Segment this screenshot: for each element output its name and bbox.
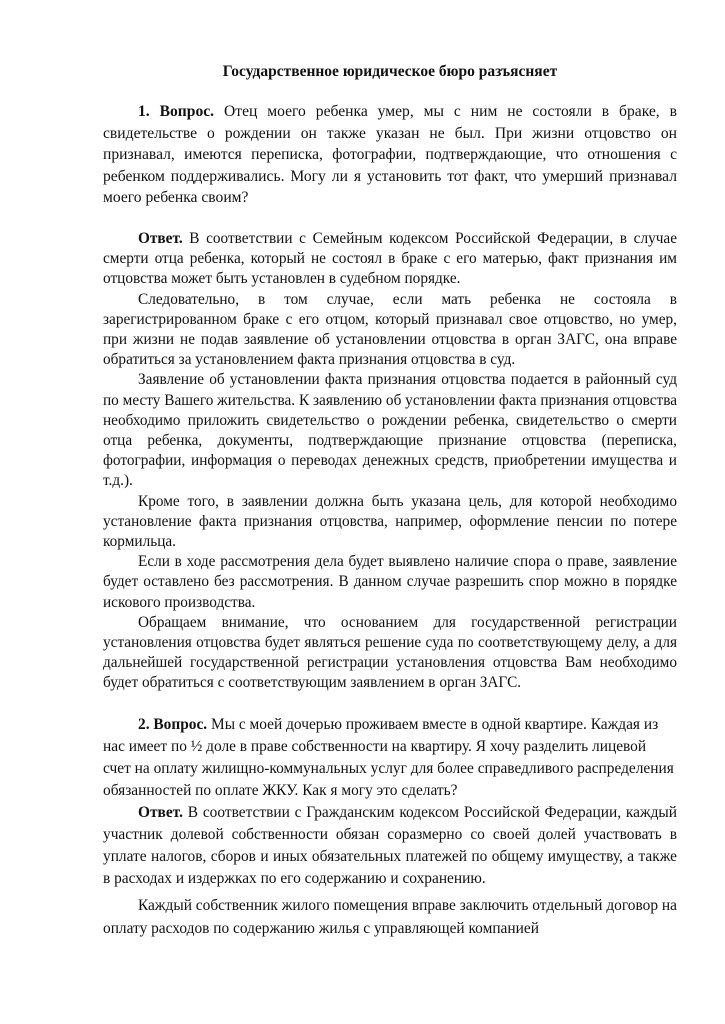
page-title: Государственное юридическое бюро разъясняет <box>222 63 558 80</box>
answer-1-paragraph-3: Заявление об установлении факта признания отцовства подается в районный суд по месту Вашего жительства. К заявлению об установлении факта признания отцовства необходимо приложить свидетельство о рождении ребенка, свидетельство о смерти отца ребенка, документы, подтверждающие признание отцовства (переписка, фотографии, информация о переводах денежных средств, приобретении имущества и т.д.). <box>103 371 678 490</box>
answer-1-text: В соответствии с Семейным кодексом Российской Федерации, в случае смерти отца ребенка, который не состоял в браке с его матерью, факт признания им отцовства может быть установлен в судебном порядке. <box>103 229 677 288</box>
answer-1-paragraph-5: Если в ходе рассмотрения дела будет выявлено наличие спора о праве, заявление будет оставлено без рассмотрения. В данном случае разрешить спор можно в порядке искового производства. <box>103 553 677 611</box>
question-2-label: 2. Вопрос. <box>138 715 208 733</box>
answer-1-paragraph-1 <box>103 229 677 290</box>
answer-1-paragraph-4: Кроме того, в заявлении должна быть указана цель, для которой необходимо установление факта признания отцовства, например, оформление пенсии по потере кормильца. <box>103 492 677 551</box>
answer-1-paragraph-2: Следовательно, в том случае, если мать ребенка не состояла в зарегистрированном браке с его отцом, который признавал свое отцовство, но умер, при жизни не подав заявление об установлении отцовства в орган ЗАГС, она вправе обратиться за установлением факта признания отцовства в суд. <box>103 290 677 369</box>
answer-2 <box>103 802 677 940</box>
answer-2-paragraph-1 <box>103 802 677 891</box>
question-2 <box>103 714 677 802</box>
question-1 <box>103 101 677 209</box>
question-1-text: Отец моего ребенка умер, мы с ним не состояли в браке, в свидетельстве о рождении он также указан не был. При жизни отцовство он признавал, имеются переписка, фотографии, подтверждающие, что отношения с ребенком поддерживались. Могу ли я установить тот факт, что умерший признавал моего ребенка своим? <box>103 103 677 207</box>
answer-1 <box>103 229 677 694</box>
answer-1-label: Ответ. <box>138 229 183 247</box>
document-page <box>103 62 677 940</box>
answer-1-paragraph-6: Обращаем внимание, что основанием для государственной регистрации установления отцовства будет являться решение суда по соответствующему делу, а для дальнейшей государственной регистрации установления отцовства Вам необходимо будет обратиться с соответствующим заявлением в орган ЗАГС. <box>103 613 677 692</box>
question-1-label: 1. Вопрос. <box>138 103 215 120</box>
answer-2-text: В соответствии с Гражданским кодексом Российской Федерации, каждый участник долевой собственности обязан соразмерно со своей долей участвовать в уплате налогов, сборов и иных обязательных платежей по общему имуществу, а также в расходах и издержках по его содержанию и сохранению. <box>103 803 677 888</box>
answer-2-paragraph-2: Каждый собственник жилого помещения вправе заключить отдельный договор на оплату расходов по содержанию жилья с управляющей компанией <box>103 897 677 937</box>
answer-2-label: Ответ. <box>138 803 183 821</box>
question-2-text: Мы с моей дочерью проживаем вместе в одной квартире. Каждая из нас имеет по ½ доле в праве собственности на квартиру. Я хочу разделить лицевой счет на оплату жилищно-коммунальных услуг для более справедливого распределения обязанностей по оплате ЖКУ. Как я могу это сделать? <box>103 715 674 799</box>
